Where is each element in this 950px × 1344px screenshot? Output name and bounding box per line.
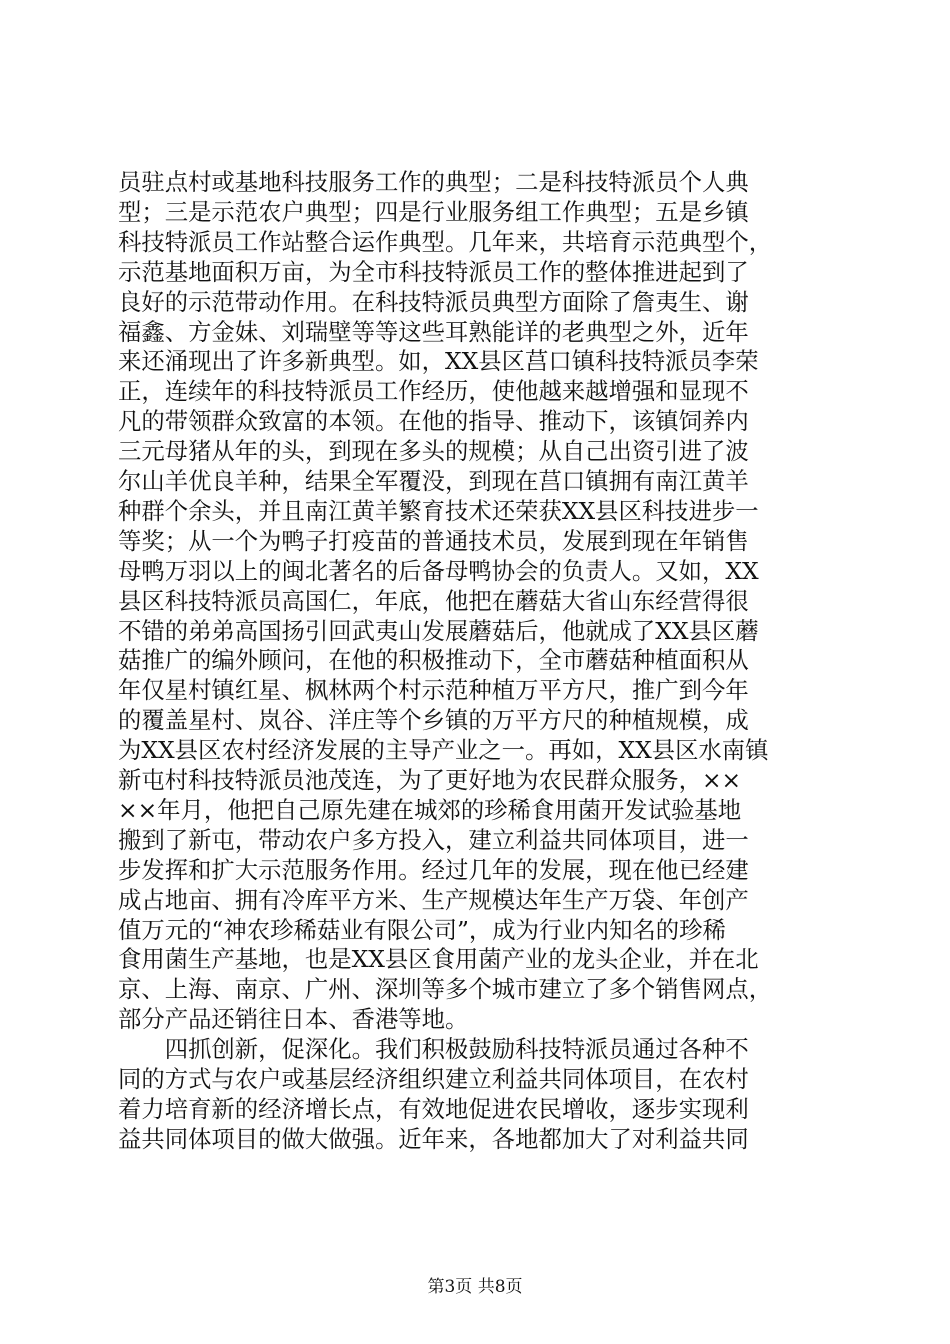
text-line: 三元母猪从年的头，到现在多头的规模；从自己出资引进了波 xyxy=(118,437,749,466)
text-line: 值万元的“神农珍稀菇业有限公司”，成为行业内知名的珍稀 xyxy=(118,915,726,944)
page-number-footer: 第3页 共8页 xyxy=(427,1277,523,1297)
text-line: 福鑫、方金妹、刘瑞壁等等这些耳熟能详的老典型之外，近年 xyxy=(118,317,749,346)
text-line: 四抓创新，促深化。我们积极鼓励科技特派员通过各种不 xyxy=(118,1035,749,1064)
text-line: 京、上海、南京、广州、深圳等多个城市建立了多个销售网点， xyxy=(118,975,773,1004)
text-line: 种群个余头，并且南江黄羊繁育技术还荣获XX县区科技进步一 xyxy=(118,496,759,525)
text-line: 正，连续年的科技特派员工作经历，使他越来越增强和显现不 xyxy=(118,377,749,406)
text-line: ××年月，他把自己原先建在城郊的珍稀食用菌开发试验基地 xyxy=(118,795,742,824)
text-line: 年仅星村镇红星、枫林两个村示范种植万平方尺，推广到今年 xyxy=(118,676,749,705)
text-line: 菇推广的编外顾问，在他的积极推动下，全市蘑菇种植面积从 xyxy=(118,646,749,675)
text-line: 新屯村科技特派员池茂连，为了更好地为农民群众服务，×× xyxy=(118,766,742,794)
text-line: 部分产品还销往日本、香港等地。 xyxy=(118,1005,469,1034)
text-line: 同的方式与农户或基层经济组织建立利益共同体项目，在农村 xyxy=(118,1065,749,1093)
text-line: 步发挥和扩大示范服务作用。经过几年的发展，现在他已经建 xyxy=(118,855,749,884)
text-line: 科技特派员工作站整合运作典型。几年来，共培育示范典型个， xyxy=(118,227,773,256)
text-line: 着力培育新的经济增长点，有效地促进农民增收，逐步实现利 xyxy=(118,1094,749,1123)
text-line: 不错的弟弟高国扬引回武夷山发展蘑菇后，他就成了XX县区蘑 xyxy=(118,616,759,645)
text-line: 员驻点村或基地科技服务工作的典型；二是科技特派员个人典 xyxy=(118,168,749,196)
text-line: 搬到了新屯，带动农户多方投入，建立利益共同体项目，进一 xyxy=(118,825,749,854)
text-line: 益共同体项目的做大做强。近年来，各地都加大了对利益共同 xyxy=(118,1124,749,1153)
text-line: 为XX县区农村经济发展的主导产业之一。再如，XX县区水南镇 xyxy=(118,736,769,765)
text-line: 成占地亩、拥有冷库平方米、生产规模达年生产万袋、年创产 xyxy=(118,885,749,914)
text-line: 来还涌现出了许多新典型。如，XX县区莒口镇科技特派员李荣 xyxy=(118,347,759,376)
text-line: 型；三是示范农户典型；四是行业服务组工作典型；五是乡镇 xyxy=(118,197,749,226)
text-line: 等奖；从一个为鸭子打疫苗的普通技术员，发展到现在年销售 xyxy=(118,526,749,555)
text-line: 良好的示范带动作用。在科技特派员典型方面除了詹夷生、谢 xyxy=(118,287,749,316)
text-line: 食用菌生产基地，也是XX县区食用菌产业的龙头企业，并在北 xyxy=(118,945,759,974)
text-line: 尔山羊优良羊种，结果全军覆没，到现在莒口镇拥有南江黄羊 xyxy=(118,467,749,495)
text-line: 县区科技特派员高国仁，年底，他把在蘑菇大省山东经营得很 xyxy=(118,586,749,615)
text-line: 示范基地面积万亩，为全市科技特派员工作的整体推进起到了 xyxy=(118,257,749,286)
text-line: 凡的带领群众致富的本领。在他的指导、推动下，该镇饲养内 xyxy=(118,407,749,436)
text-line: 母鸭万羽以上的闽北著名的后备母鸭协会的负责人。又如，XX xyxy=(118,556,759,585)
text-line: 的覆盖星村、岚谷、洋庄等个乡镇的万平方尺的种植规模，成 xyxy=(118,706,749,735)
